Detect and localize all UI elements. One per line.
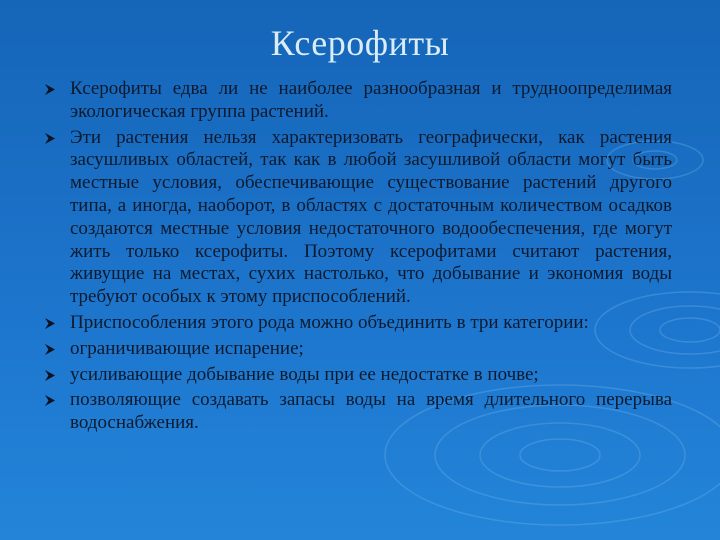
arrowhead-bullet-icon [44, 369, 56, 382]
bullet-text: ограничивающие испарение; [70, 337, 304, 359]
bullet-item-6 [40, 389, 672, 435]
arrowhead-bullet-icon [44, 83, 56, 96]
bullet-item-2 [40, 127, 672, 309]
bullet-item-3 [40, 312, 672, 335]
bullet-item-5 [40, 364, 672, 387]
slide-title: Ксерофиты [270, 23, 450, 63]
bullet-text: Ксерофиты едва ли не наиболее разнообразная и трудноопределимая экологическая группа растений. [70, 78, 672, 122]
bullet-item-1 [40, 78, 672, 124]
arrowhead-bullet-icon [44, 317, 56, 330]
bullet-text: усиливающие добывание воды при ее недостатке в почве; [70, 363, 539, 385]
arrowhead-bullet-icon [44, 343, 56, 356]
arrowhead-bullet-icon [44, 394, 56, 407]
arrowhead-bullet-icon [44, 132, 56, 145]
bullet-item-4 [40, 338, 672, 361]
bullet-text: Эти растения нельзя характеризовать географически, как растения засушливых областей, так как в любой засушливой области могут быть местные условия, обеспечивающие существование растений другого типа, а иногда, наоборот, в областях с достаточным количеством осадков создаются местные условия недостаточного водообеспечения, где могут жить только ксерофиты. Поэтому ксерофитами считают растения, живущие на местах, сухих настолько, что добывание и экономия воды требуют особых к этому приспособлений. [70, 126, 672, 308]
bullet-text: Приспособления этого рода можно объединить в три категории: [70, 311, 589, 333]
bullet-list [40, 78, 672, 435]
bullet-text: позволяющие создавать запасы воды на время длительного перерыва водоснабжения. [70, 389, 672, 434]
